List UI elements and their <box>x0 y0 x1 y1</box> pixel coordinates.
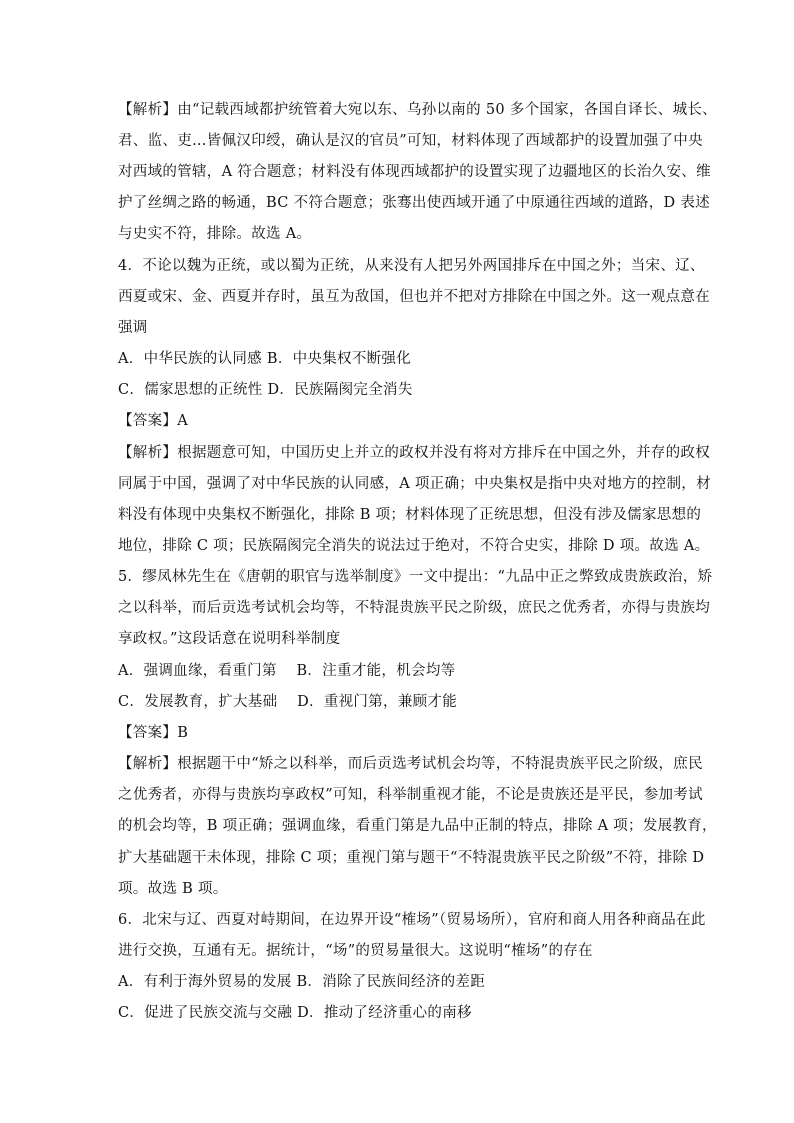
question-6-options: C．促进了民族交流与交融 D．推动了经济重心的南移 <box>118 1005 472 1021</box>
question-5-stem: 5．缪凤林先生在《唐朝的职官与选举制度》一文中提出：“九品中正之弊致成贵族政治，矫 <box>118 569 713 585</box>
question-6-stem: 6．北宋与辽、西夏对峙期间，在边界开设“榷场”（贸易场所），官府和商人用各种商品在此 <box>118 912 706 928</box>
text-line: 【解析】根据题意可知，中国历史上并立的政权并没有将对方排斥在中国之外，并存的政权 <box>118 445 710 461</box>
question-4-stem: 西夏或宋、金、西夏并存时，虽互为敌国，但也并不把对方排除在中国之外。这一观点意在 <box>118 289 710 305</box>
text-line: 与史实不符，排除。故选 A。 <box>118 226 312 242</box>
text-line: 同属于中国，强调了对中华民族的认同感，A 项正确；中央集权是指中央对地方的控制，材 <box>118 476 711 492</box>
question-5-options: A．强调血缘，看重门第 B．注重才能，机会均等 <box>118 663 456 679</box>
text-line: 扩大基础题干未体现，排除 C 项；重视门第与题干“不特混贵族平民之阶级”不符，排除 D <box>118 850 705 866</box>
question-4-options: A．中华民族的认同感 B．中央集权不断强化 <box>118 351 412 367</box>
question-6-options: A．有利于海外贸易的发展 B．消除了民族间经济的差距 <box>118 974 486 990</box>
question-5-stem: 享政权。”这段话意在说明科举制度 <box>118 631 341 647</box>
text-line: 护了丝绸之路的畅通，BC 不符合题意；张骞出使西域开通了中原通往西域的道路，D 表述 <box>118 195 710 211</box>
text-line: 的机会均等，B 项正确；强调血缘，看重门第是九品中正制的特点，排除 A 项；发展教育， <box>118 818 717 834</box>
text-line: 【解析】根据题干中“矫之以科举，而后贡选考试机会均等，不特混贵族平民之阶级，庶民 <box>118 756 703 772</box>
text-line: 君、监、吏…皆佩汉印绶，确认是汉的官员”可知，材料体现了西域都护的设置加强了中央 <box>118 133 703 149</box>
question-4-stem: 强调 <box>118 320 148 336</box>
question-4-options: C．儒家思想的正统性 D．民族隔阂完全消失 <box>118 382 413 398</box>
text-line: 项。故选 B 项。 <box>118 881 228 897</box>
text-line: 地位，排除 C 项；民族隔阂完全消失的说法过于绝对，不符合史实，排除 D 项。故选 A。 <box>118 538 710 554</box>
question-5-stem: 之以科举，而后贡选考试机会均等，不特混贵族平民之阶级，庶民之优秀者，亦得与贵族均 <box>118 600 710 616</box>
question-5-options: C．发展教育，扩大基础 D．重视门第，兼顾才能 <box>118 694 458 710</box>
question-4-stem: 4．不论以魏为正统，或以蜀为正统，从来没有人把另外两国排斥在中国之外；当宋、辽、 <box>118 258 705 274</box>
text-line: 料没有体现中央集权不断强化，排除 B 项；材料体现了正统思想，但没有涉及儒家思想的 <box>118 507 702 523</box>
text-line: 之优秀者，亦得与贵族均享政权”可知，科举制重视才能，不论是贵族还是平民，参加考试 <box>118 787 703 803</box>
question-6-stem: 进行交换，互通有无。据统计，“场”的贸易量很大。这说明“榷场”的存在 <box>118 943 593 959</box>
answer-label: 【答案】A <box>118 413 188 429</box>
text-line: 对西域的管辖，A 符合题意；材料没有体现西域都护的设置实现了边疆地区的长治久安、维 <box>118 164 711 180</box>
answer-label: 【答案】B <box>118 725 189 741</box>
text-line: 【解析】由“记载西域都护统管着大宛以东、乌孙以南的 50 多个国家，各国自译长、城长、 <box>118 102 717 118</box>
